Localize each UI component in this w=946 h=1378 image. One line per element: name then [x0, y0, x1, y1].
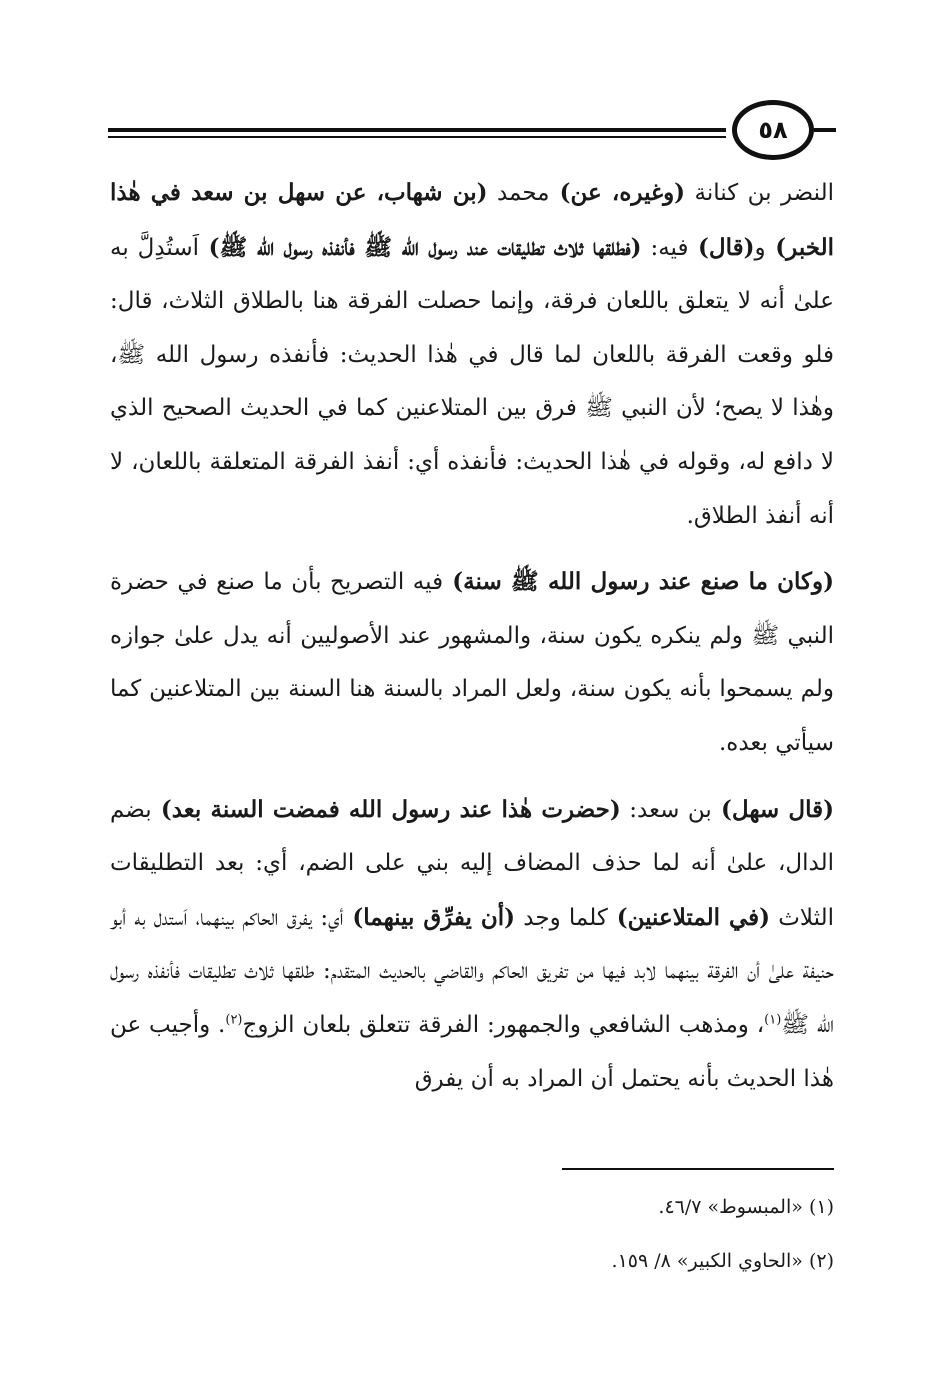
footnote-number: (١) [808, 1196, 834, 1218]
header-rule-right [814, 128, 836, 132]
footnote [110, 1234, 834, 1288]
commentary-text: اَستُدِلَّ به علىٰ أنه لا يتعلق باللعان فرقة، وإنما حصلت الفرقة هنا بالطلاق الثلاث، قال: فلو وقعت الفرقة باللعان لما قال في هٰذا الحديث: فأنفذه رسول الله ﷺ، وهٰذا لا يصح؛ لأن النبي ﷺ فرق بين المتلاعنين كما في الحديث الصحيح الذي لا دافع له، وقوله في هٰذا الحديث: فأنفذه أي: أنفذ الفرقة المتعلقة باللعان، لا أنه أنفذ الطلاق. [110, 234, 834, 529]
hadith-text: (قال) [688, 233, 755, 261]
footnote-separator [562, 1168, 834, 1170]
footnote-text: «الحاوي الكبير» ٨/ ١٥٩. [611, 1250, 803, 1272]
hadith-text: (وغيره، عن) [549, 179, 686, 206]
commentary-text: كلما وجد [515, 904, 608, 931]
hadith-text: (أن يفرِّق بينهما) [343, 903, 516, 931]
hadith-text: (فطلقها ثلاث تطليقات عند رسول الله ﷺ فأنفذه رسول الله ﷺ) [199, 233, 642, 261]
commentary-text: فيه: [641, 234, 689, 261]
commentary-text: محمد [487, 180, 550, 206]
paragraph [110, 783, 834, 1107]
footnotes [110, 1180, 834, 1288]
main-text [110, 166, 834, 1106]
commentary-text: ، ومذهب الشافعي والجمهور: الفرقة تتعلق بلعان الزوج [242, 1011, 765, 1038]
hadith-text: (بن شهاب، عن سهل بن سعد في هٰذا الخبر) [110, 179, 834, 261]
page-number: ٥٨ [758, 116, 788, 144]
hadith-text: (في المتلاعنين) [607, 903, 771, 931]
footnote-marker: (١) [764, 1012, 782, 1028]
footnote [110, 1180, 834, 1234]
footnote-number: (٢) [808, 1250, 834, 1272]
header-rule-thin [108, 136, 726, 138]
commentary-text: و [754, 234, 766, 261]
page-header [108, 92, 836, 172]
hadith-text: (وكان ما صنع عند رسول الله ﷺ سنة) [443, 568, 834, 596]
commentary-text: النضر بن كنانة [685, 180, 834, 206]
header-rule-thick [108, 128, 726, 132]
commentary-text: أي: يفرق الحاكم بينهما، اَستدل به أبو حنيفة علىٰ أن الفرقة بينهما لابد فيها من تفريق الحاكم والقاضي بالحديث المتقدم: طلقها ثلاث تطليقات فأنفذه رسول الله ﷺ [110, 904, 835, 1038]
commentary-text: بن سعد: [620, 796, 712, 823]
page-number-badge [732, 100, 814, 160]
paragraph [110, 555, 834, 770]
commentary-text: بضم الدال، علىٰ أنه لما حذف المضاف إليه بني على الضم، أي: بعد التطليقات الثلاث [110, 796, 834, 931]
paragraph [110, 166, 834, 543]
commentary-text: . وأجيب عن هٰذا الحديث بأنه يحتمل أن المراد به أن يفرق [110, 1011, 834, 1092]
footnote-marker: (٢) [225, 1012, 243, 1028]
commentary-text: فيه التصريح بأن ما صنع في حضرة النبي ﷺ ولم ينكره يكون سنة، والمشهور عند الأصوليين أنه يدل علىٰ جوازه ولم يسمحوا بأنه يكون سنة، ولعل المراد بالسنة هنا السنة بين المتلاعنين كما سيأتي بعده. [110, 569, 834, 756]
footnote-text: «المبسوط» ٤٦/٧. [658, 1196, 803, 1218]
hadith-text: (حضرت هٰذا عند رسول الله فمضت السنة بعد) [151, 795, 621, 823]
hadith-text: (قال سهل) [711, 795, 834, 823]
